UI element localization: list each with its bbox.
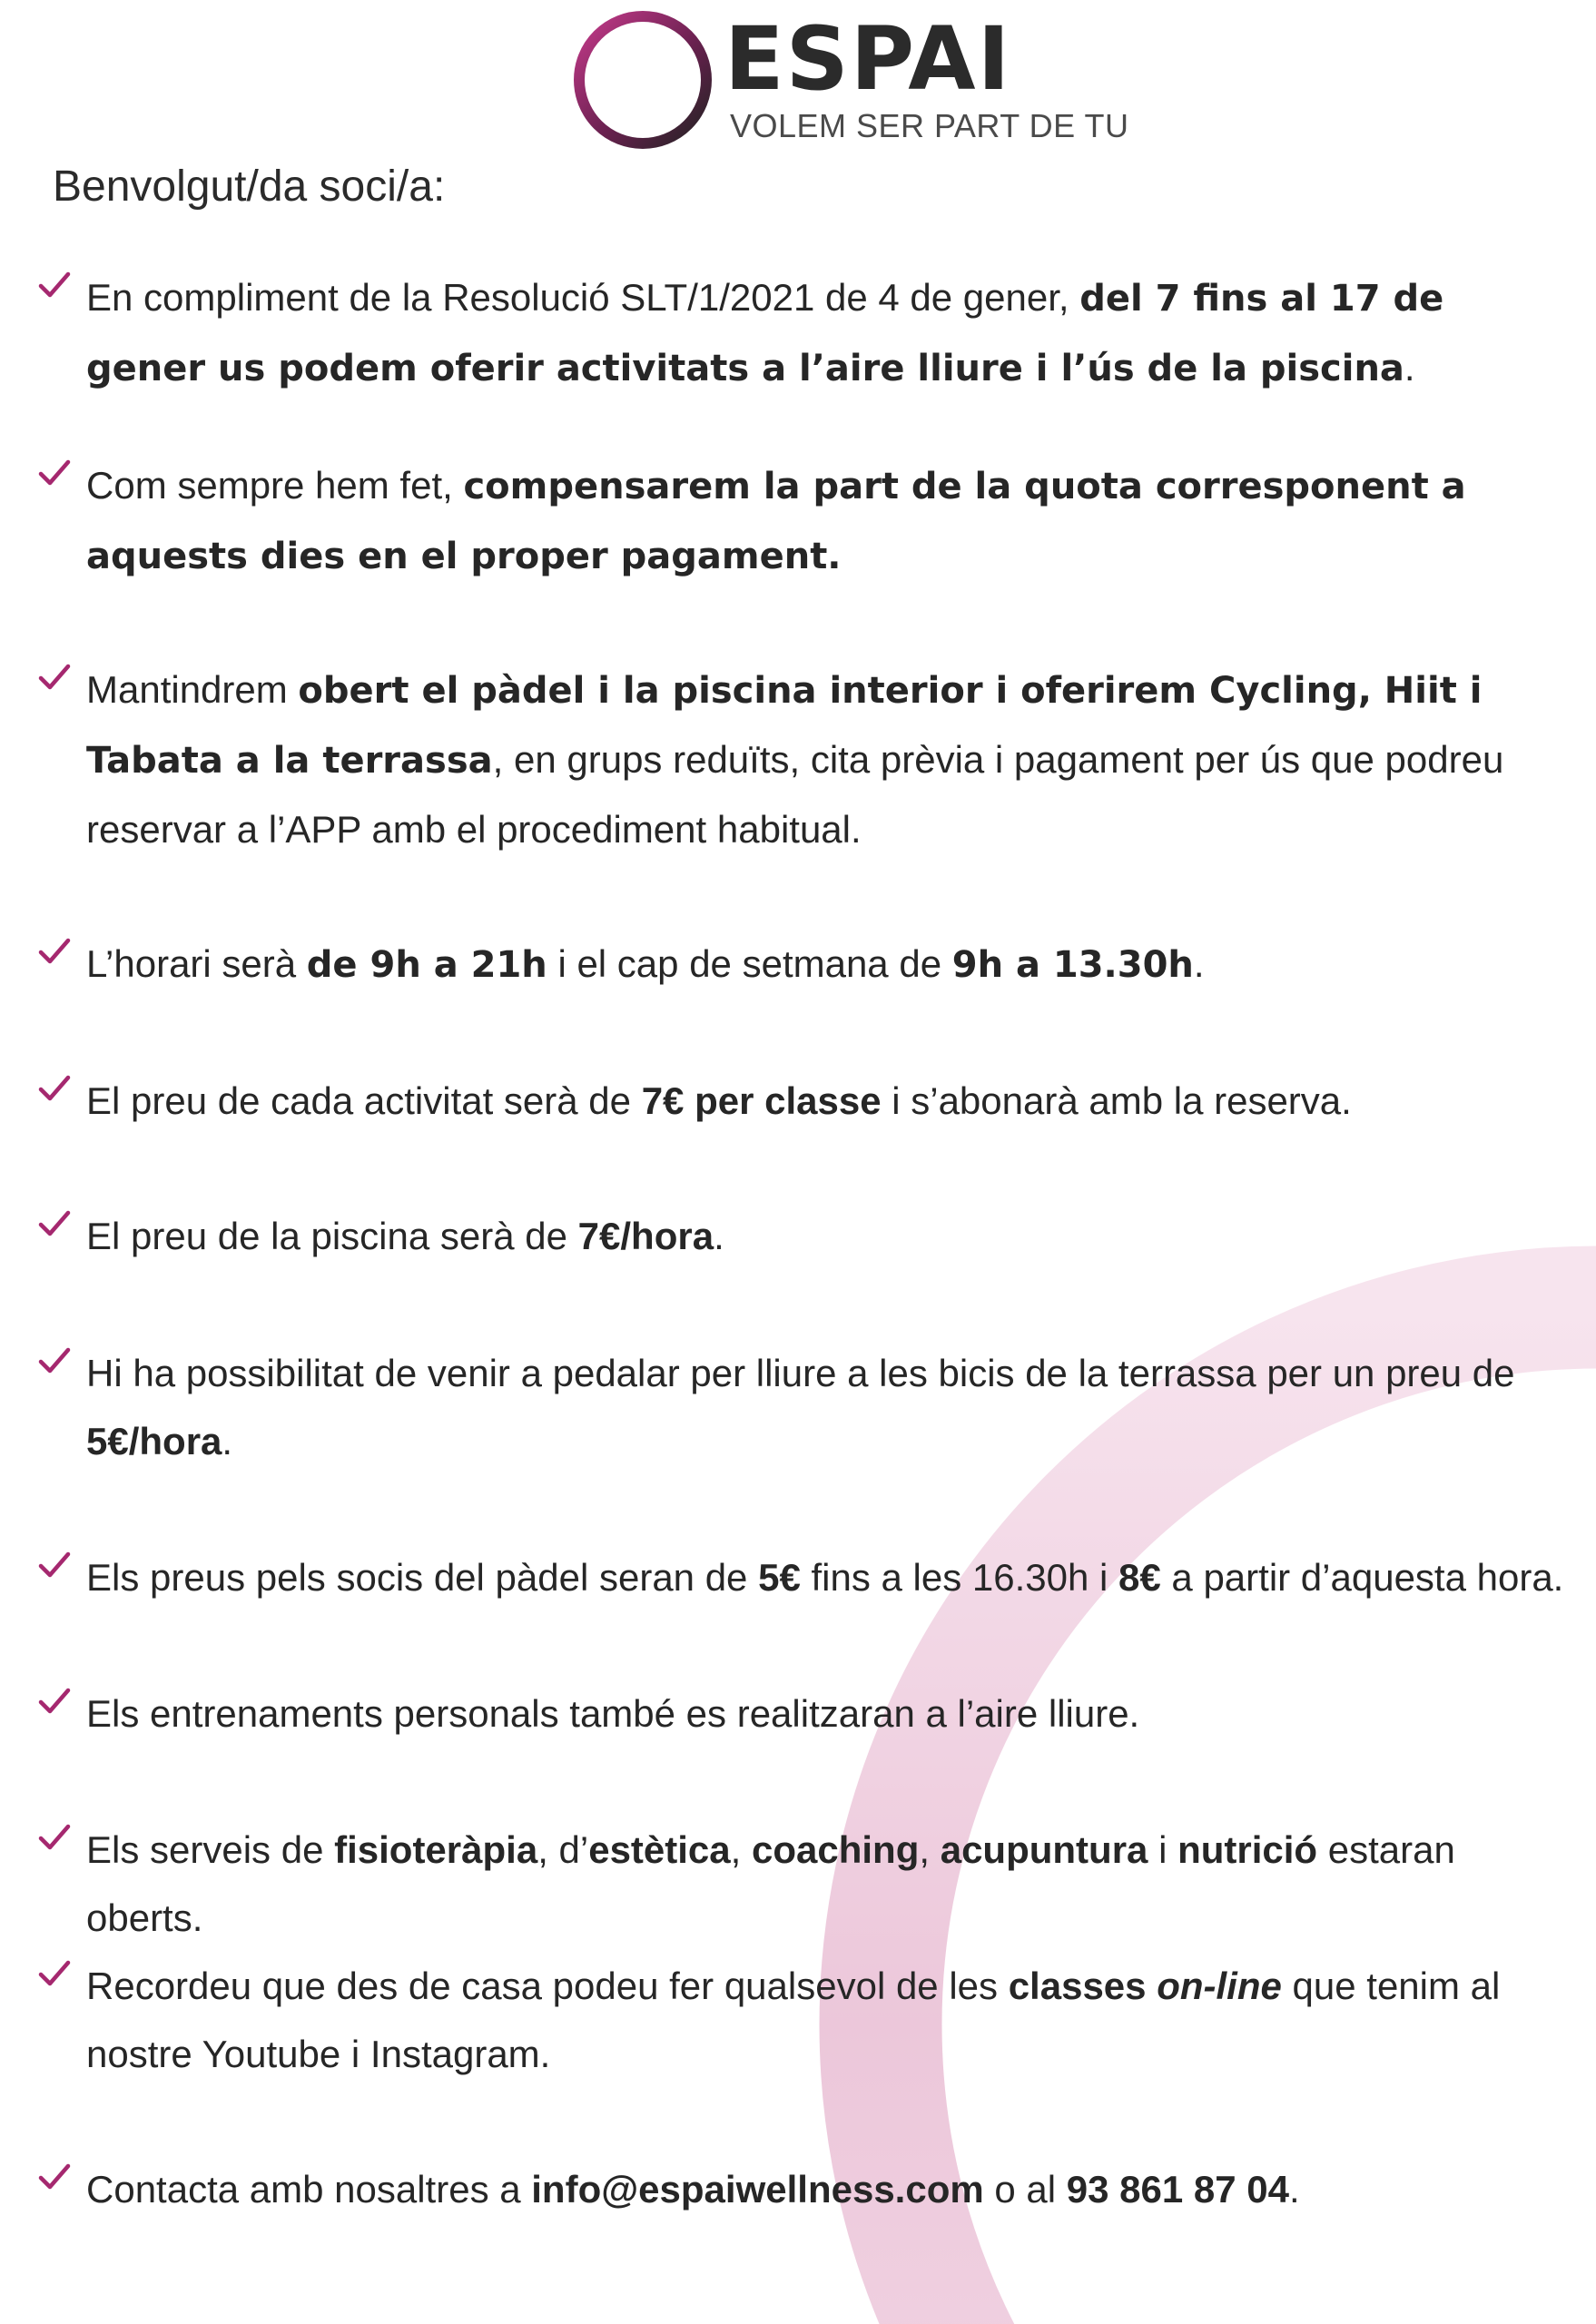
item-text: El preu de la piscina serà de 7€/hora. <box>86 1215 724 1257</box>
item-text: Com sempre hem fet, compensarem la part de la quota corresponent a aquests dies en el proper pagament. <box>86 464 1466 577</box>
checkmark-icon <box>36 1955 73 1992</box>
list-item <box>36 2155 1571 2223</box>
checkmark-icon <box>36 455 73 491</box>
item-text: Els serveis de fisioteràpia, d’estètica, coaching, acupuntura i nutrició estaran oberts. <box>86 1828 1455 1939</box>
checkmark-icon <box>36 1547 73 1583</box>
checkmark-icon <box>36 933 73 970</box>
item-text: Recordeu que des de casa podeu fer qualsevol de les classes on-line que tenim al nostre Youtube i Instagram. <box>86 1965 1501 2075</box>
phone-link[interactable]: 93 861 87 04 <box>1066 2168 1290 2211</box>
item-text: Mantindrem obert el pàdel i la piscina interior i oferirem Cycling, Hiit i Tabata a la terrassa, en grups reduïts, cita prèvia i pagament per ús que podreu reservar a l’APP amb el procediment habitual. <box>86 668 1504 851</box>
checkmark-icon <box>36 1683 73 1719</box>
checkmark-icon <box>36 1819 73 1856</box>
list-item <box>36 1816 1571 1952</box>
brand-name: ESPAI <box>724 8 1012 110</box>
list-item <box>36 1952 1571 2088</box>
list-item <box>36 655 1571 863</box>
espai-logo <box>570 7 1129 153</box>
list-item <box>36 930 1571 1000</box>
checkmark-icon <box>36 1206 73 1242</box>
logo-ring-icon <box>570 7 715 153</box>
item-text: Contacta amb nosaltres a info@espaiwellness.com o al 93 861 87 04. <box>86 2168 1300 2211</box>
email-link[interactable]: info@espaiwellness.com <box>531 2168 984 2211</box>
checkmark-icon <box>36 2159 73 2195</box>
checkmark-icon <box>36 659 73 695</box>
list-item <box>36 1067 1571 1135</box>
item-text: Hi ha possibilitat de venir a pedalar per lliure a les bicis de la terrassa per un preu de 5€/hora. <box>86 1352 1515 1462</box>
checkmark-icon <box>36 1343 73 1379</box>
list-item <box>36 1543 1571 1611</box>
list-item <box>36 1339 1571 1475</box>
list-item <box>36 1202 1571 1270</box>
item-text: El preu de cada activitat serà de 7€ per classe i s’abonarà amb la reserva. <box>86 1079 1352 1122</box>
item-text: Els preus pels socis del pàdel seran de 5€ fins a les 16.30h i 8€ a partir d’aquesta hora. <box>86 1556 1564 1599</box>
list-item <box>36 451 1571 591</box>
checkmark-icon <box>36 1070 73 1107</box>
list-item <box>36 263 1571 403</box>
brand-tagline: VOLEM SER PART DE TU <box>730 107 1129 144</box>
list-item <box>36 1679 1571 1748</box>
checkmark-icon <box>36 267 73 303</box>
item-text: Els entrenaments personals també es realitzaran a l’aire lliure. <box>86 1692 1140 1735</box>
item-text: En compliment de la Resolució SLT/1/2021 de 4 de gener, del 7 fins al 17 de gener us podem oferir activitats a l’aire lliure i l’ús de la piscina. <box>86 276 1444 389</box>
item-text: L’horari serà de 9h a 21h i el cap de setmana de 9h a 13.30h. <box>86 942 1205 986</box>
greeting: Benvolgut/da soci/a: <box>53 162 446 211</box>
